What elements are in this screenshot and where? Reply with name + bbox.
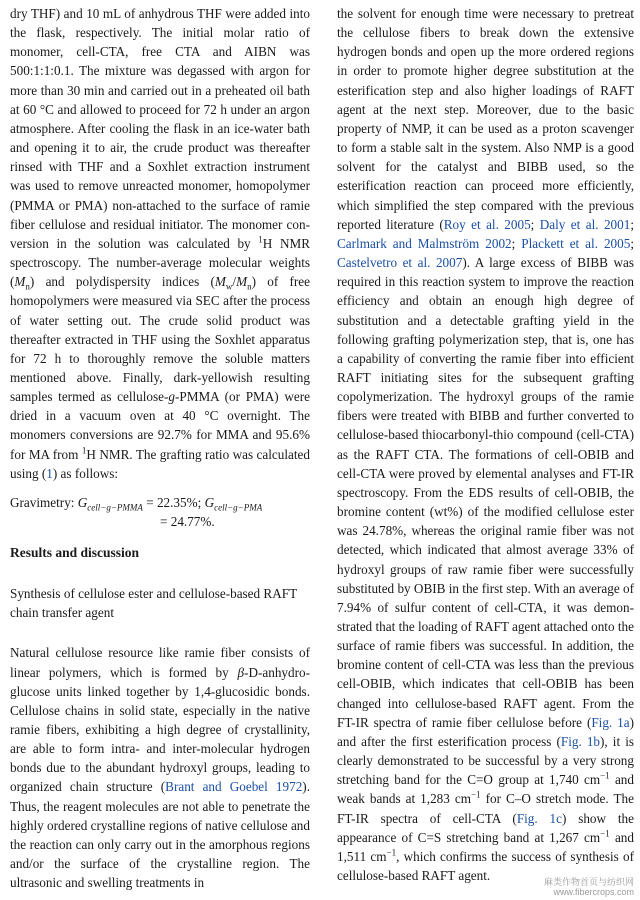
subsection-heading: Synthesis of cellulose ester and cellulose-based RAFT chain transfer agent [10,586,297,621]
citation-link[interactable]: Roy et al. 2005 [443,216,531,232]
watermark: 麻类作物首页与纺织网 www.fibercrops.com [543,877,634,897]
equation-ref-link[interactable]: 1 [46,465,53,481]
right-column [337,4,634,885]
citation-link[interactable]: Daly et al. 2001 [539,216,631,232]
citation-link[interactable]: Plackett et al. 2005 [521,235,631,251]
figure-ref-link[interactable]: Fig. 1c [516,810,562,826]
paragraph-synthesis: Natural cellulose resource like ramie fiber consists of linear polymers, which is formed by β-D-anhydroglucose units linked together by 1,4-glucosidic bonds. Cellulose chains in solid state, especially in the native ramie fibers, exhibiting a high degree of crystallinity, are able to form intra- and inter-molecular hydrogen bonds due to the abundant hydroxyl groups, leading to organized chain structure (Brant and Goebel 1972). Thus, the reagent molecules are not able to penetrate the highly ordered crystalline regions of native cellulose and the reaction can only carry out in the amorphous regions and/or the surface of the crystalline region. The ultrasonic and swelling treatments in [10,645,310,891]
equation-gravimetry: Gravimetry: $G_{cell-g-PMMA} = 22.35\%$; $G_{cell-g-PMA}$ = 24.77%. [10,494,263,530]
paragraph-methods-end: dry THF) and 10 mL of anhydrous THF were added into the flask, respectively. The initial molar ratio of monomer, cell-CTA, free CTA and AIBN was 500:1:1:0.1. The mixture was degassed with argon for more than 30 min and carried out in a preheated oil bath at 60 °C and allowed to proceed for 72 h under an argon atmosphere. After cooling the flask in an ice-water bath and opening it to air, the crude product was thereafter rinsed with THF and a Soxhlet extraction instrument was used to remove unreacted monomer, homopolymer (PMMA or PMA) non-attached to the surface of ramie fiber cellulose and residual initiator. The monomer conversion in the solution was calculated by $^1$H NMR spectroscopy. The number-average molecular weights $(M_n)$ and polydispersity indices $(M_w/M_n)$ of free homopolymers were measured via SEC after the process of water setting out. The crude solid product was thereafter extracted in THF using the Soxhlet apparatus for 72 h to thoroughly remove the soluble matters mentioned above. Finally, dark-yellowish resulting samples termed as cellulose-g-PMMA (or PMA) were dried in a vacuum oven at 40 °C overnight. The monomers conversions are 92.7% for MMA and 95.6% for MA from $^1$H NMR. The grafting ratio was calculated using (1) as follows: [10,6,310,481]
paragraph-pretreatment: the solvent for enough time were necessary to pretreat the cellulose fibers to break down the extensive hydrogen bonds and open up the more ordered regions in order to promote higher degree substitution at the esterification step and also higher loadings of RAFT agent at the next step. Moreover, due to the basic property of NMP, it can be used as a proton scavenger to form a stable salt in the system. Also NMP is a good solvent for the catalyst and BIBB used, so the esterification reaction can proceed more efficiently, which simplified the step compared with the previous reported literature (Roy et al. 2005; Daly et al. 2001; Carlmark and Malmström 2002; Plackett et al. 2005; Castelvetro et al. 2007). A large excess of BIBB was required in this reaction system to improve the reaction efficiency and obtain an enough high degree of substitution and a detectable grafting yield in the following grafting polymerization step, that is, one has a capability of converting the ramie fiber into efficient RAFT initiating sites for the subsequent grafting copolymerization. The hydroxyl groups of the ramie fibers were treated with BIBB and further converted to cellulose-based thiocarbonyl-thio compound (cell-CTA) as the RAFT CTA. The formations of cell-OBIB and cell-CTA were proved by elemental analyses and FT-IR spectroscopy. From the EDS results of cell-OBIB, the bromine content (wt%) of the modified cellulose ester was 24.78%, whereas the original ramie fiber was not detected, which indicated that almost average 33% of hydroxyl groups of raw ramie fiber were successfully substituted by OBIB in the first step. With an average of 7.94% of sulfur content of cell-CTA, it was demonstrated that the loading of RAFT agent attached onto the surface of ramie fibers was successful. In addition, the bromine content of cell-CTA was less than the previous cell-OBIB, which indicates that cell-OBIB has been changed into cellulose-based RAFT agent. From the FT-IR spectra of ramie fiber cellulose before (Fig. 1a) and after the first esterification process (Fig. 1b), it is clearly demonstrated to be successful by a very strong stretching band for the C=O group at 1,740 $cm^{-1}$ and weak bands at 1,283 $cm^{-1}$ for C–O stretch mode. The FT-IR spectra of cell-CTA (Fig. 1c) show the appearance of C=S stretching band at 1,267 $cm^{-1}$ and 1,511 $cm^{-1}$, which confirms the success of synthesis of cellulose-based RAFT agent. [337,6,635,884]
left-column [10,4,310,892]
figure-ref-link[interactable]: Fig. 1a [591,714,630,730]
citation-link[interactable]: Castelvetro et al. 2007 [337,255,463,271]
citation-link[interactable]: Carlmark and Malmström 2002 [337,235,512,251]
figure-ref-link[interactable]: Fig. 1b [560,733,601,749]
citation-link[interactable]: Brant and Goebel 1972 [165,779,303,795]
section-heading: Results and discussion [10,545,140,561]
